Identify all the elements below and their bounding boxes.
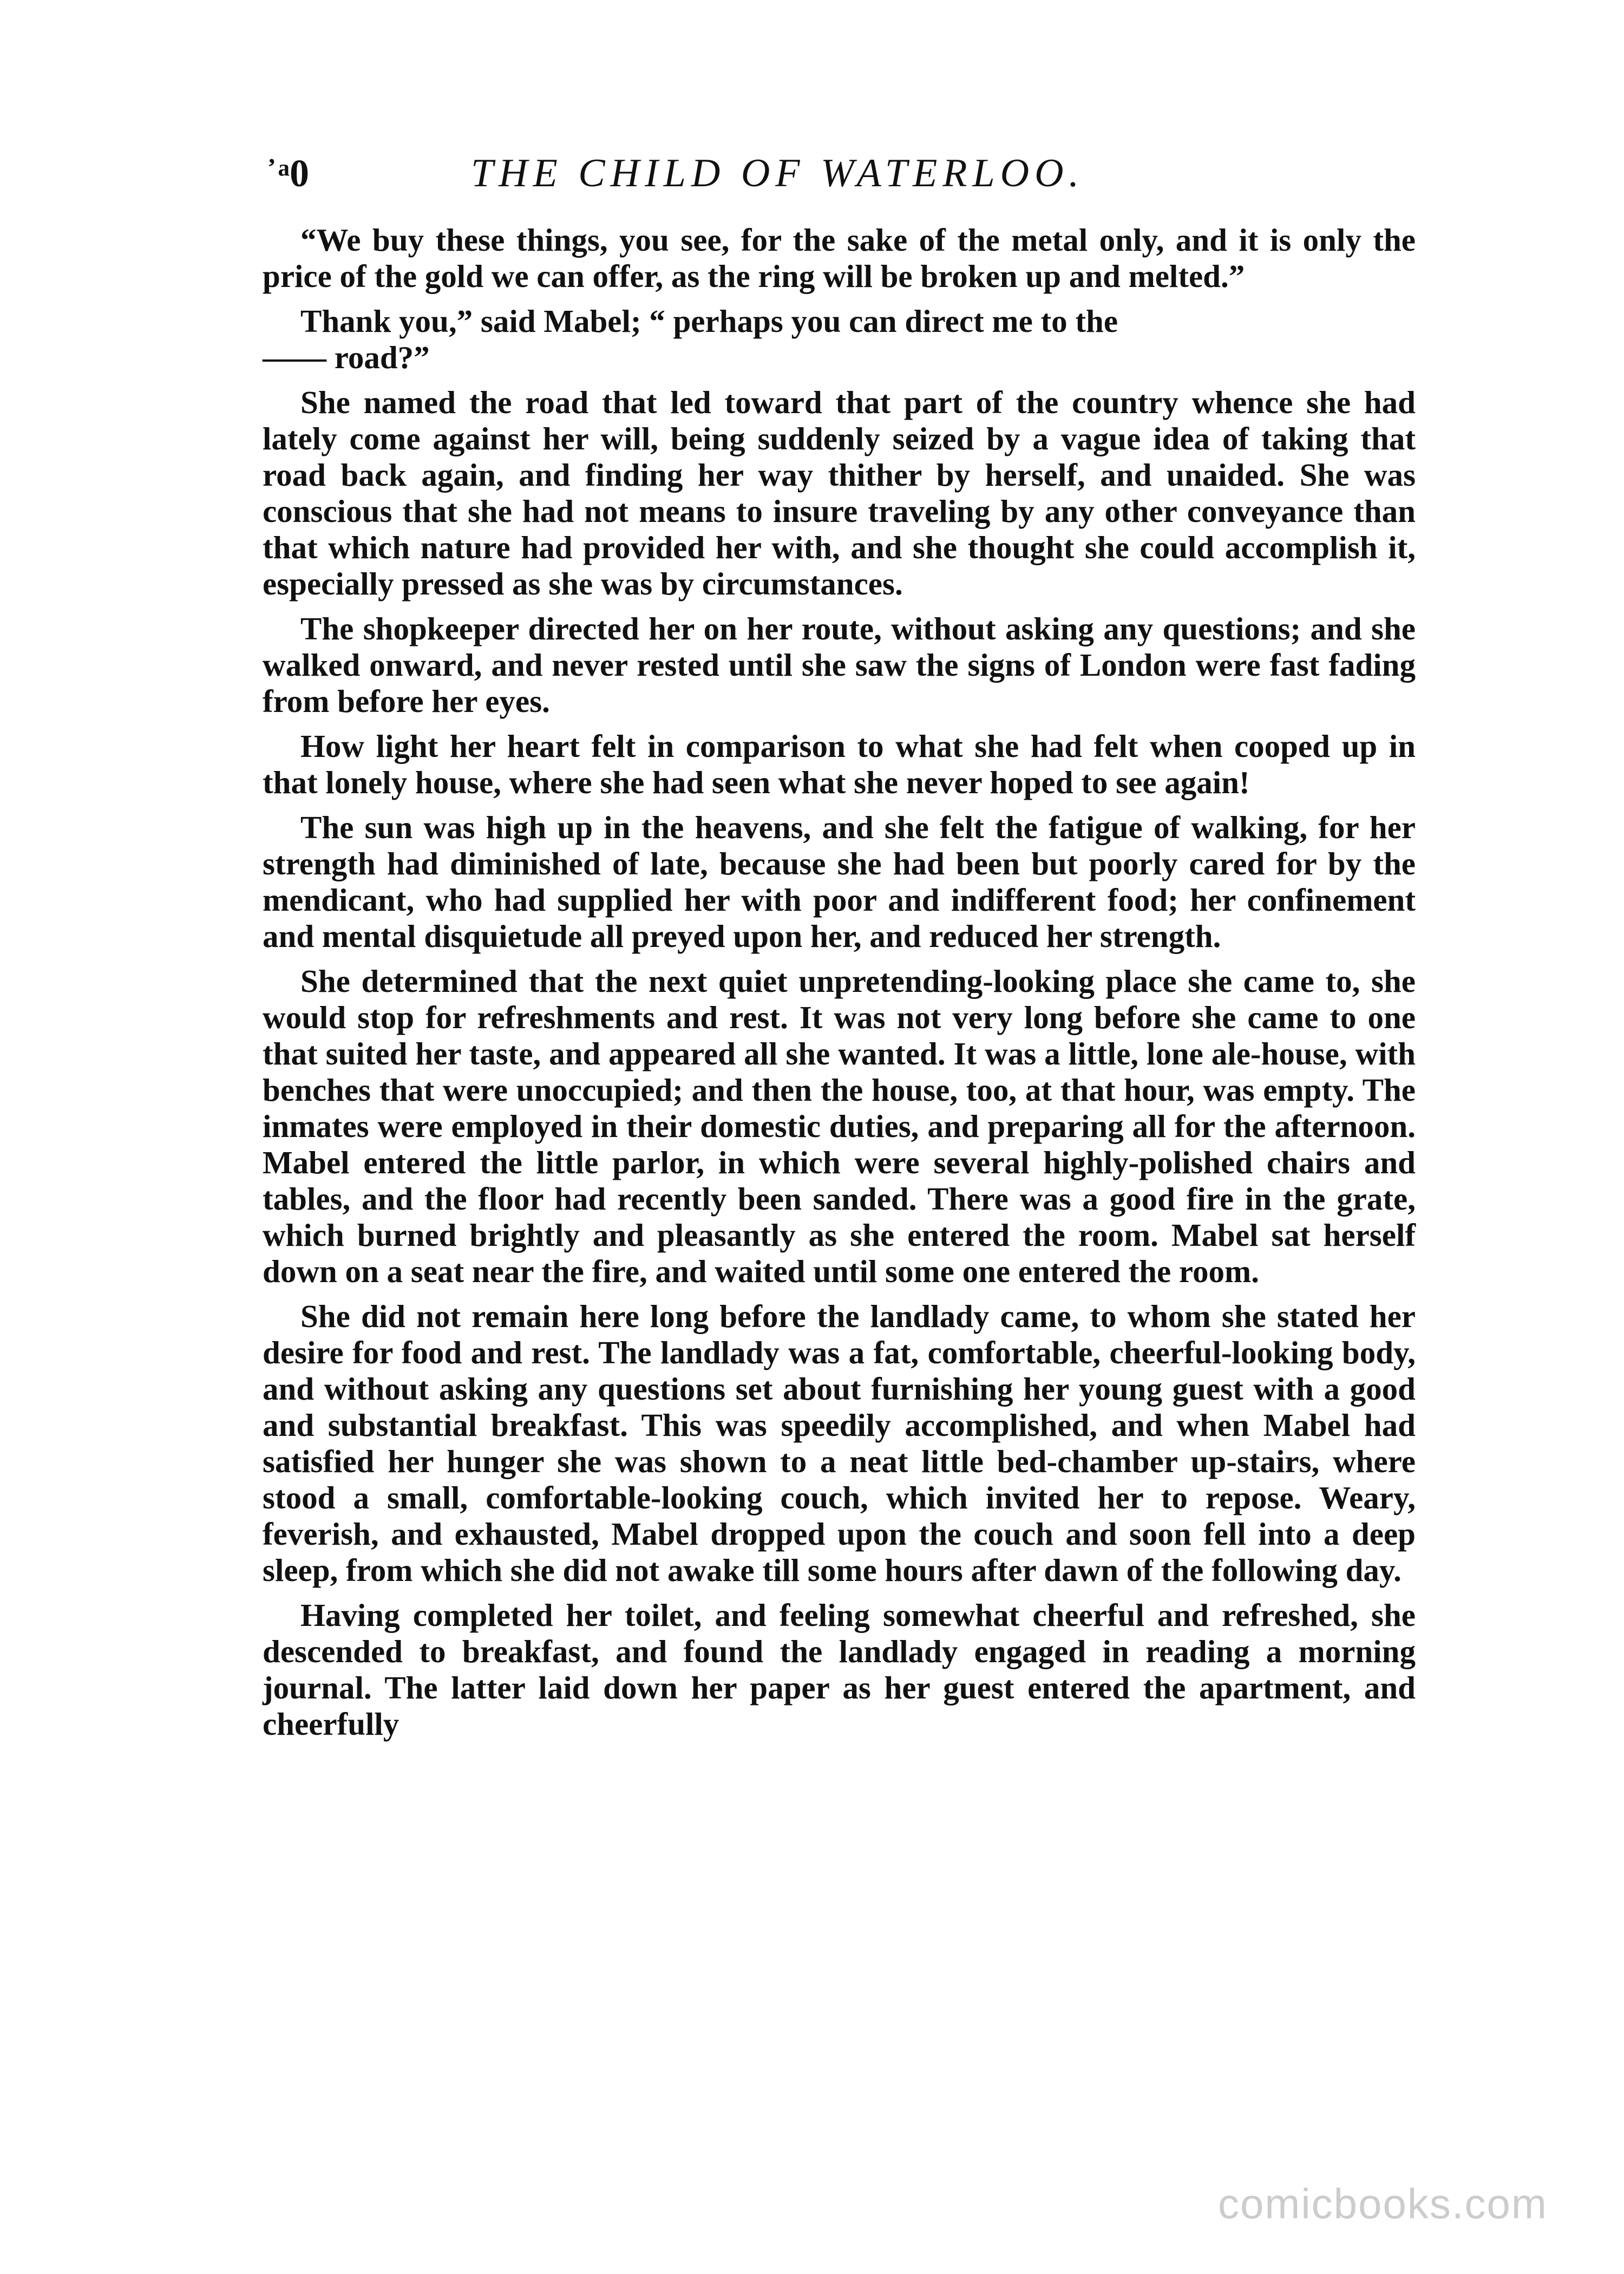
paragraph-mabel-thanks: Thank you,” said Mabel; “ perhaps you can direct me to the —— road?” <box>263 303 1118 375</box>
page-number: ᾿ᵃ0 <box>265 152 309 195</box>
paragraph-sun-high: The sun was high up in the heavens, and she felt the fatigue of walking, for her strength had diminished of late, because she had been but poorly cared for by the mendicant, who had supplied her with poor and indifferent food; her confinement and mental disquietude all preyed upon her, and reduced her strength. <box>263 809 1416 954</box>
paragraph-breakfast: Having completed her toilet, and feeling somewhat cheerful and refreshed, she descended to breakfast, and found the landlady engaged in reading a morning journal. The latter laid down her paper as her guest entered the apartment, and cheerfully <box>263 1597 1416 1742</box>
paragraph-shopkeeper-directions: The shopkeeper directed her on her route, without asking any questions; and she walked onward, and never rested until she saw the signs of London were fast fading from before her eyes. <box>263 611 1416 719</box>
paragraph-landlady: She did not remain here long before the landlady came, to whom she stated her desire for food and rest. The landlady was a fat, comfortable, cheerful-looking body, and without asking any questions set about furnishing her young guest with a good and substantial breakfast. This was speedily accomplished, and when Mabel had satisfied her hunger she was shown to a neat little bed-chamber up-stairs, where stood a small, comfortable-looking couch, which invited her to repose. Weary, feverish, and exhausted, Mabel dropped upon the couch and soon fell into a deep sleep, from which she did not awake till some hours after dawn of the following day. <box>263 1298 1416 1588</box>
paragraph-ale-house: She determined that the next quiet unpretending-looking place she came to, she would stop for refreshments and rest. It was not very long before she came to one that suited her taste, and appeared all she wanted. It was a little, lone ale-house, with benches that were unoccupied; and then the house, too, at that hour, was empty. The inmates were employed in their domestic duties, and preparing all for the afternoon. Mabel entered the little parlor, in which were several highly-polished chairs and tables, and the floor had recently been sanded. There was a good fire in the grate, which burned brightly and pleasantly as she entered the room. Mabel sat herself down on a seat near the fire, and waited until some one entered the room. <box>263 963 1416 1289</box>
running-title: THE CHILD OF WATERLOO. <box>471 151 1085 195</box>
body-text <box>263 222 1416 1751</box>
paragraph-light-heart: How light her heart felt in comparison to what she had felt when cooped up in that lonely house, where she had seen what she never hoped to see again! <box>263 728 1416 800</box>
running-header <box>265 146 1186 206</box>
paragraph-pawnshop-quote: “We buy these things, you see, for the sake of the metal only, and it is only the price of the gold we can offer, as the ring will be broken up and melted.” <box>263 222 1416 294</box>
paragraph-named-road: She named the road that led toward that part of the country whence she had lately come against her will, being suddenly seized by a vague idea of taking that road back again, and finding her way thither by herself, and unaided. She was conscious that she had not means to insure traveling by any other conveyance than that which nature had provided her with, and she thought she could accomplish it, especially pressed as she was by circumstances. <box>263 384 1416 602</box>
site-watermark: comicbooks.com <box>1218 2180 1548 2227</box>
